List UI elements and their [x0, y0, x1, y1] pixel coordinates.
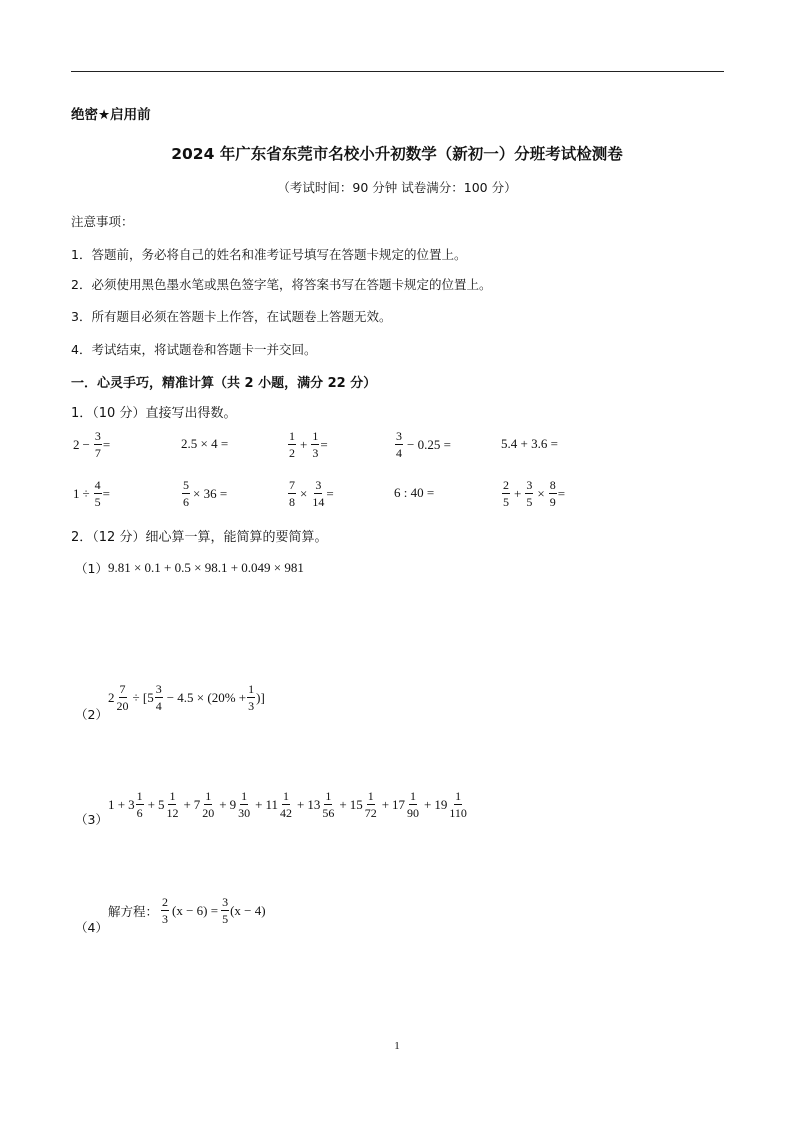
fraction [94, 430, 102, 459]
whole-number: 9 [229, 796, 237, 812]
numerator: 1 [410, 789, 417, 803]
expression-rest: − 0.25 = [407, 436, 451, 452]
numerator: 3 [222, 895, 229, 909]
denominator: 3 [248, 699, 255, 713]
whole-number: 1 [73, 485, 80, 501]
numerator: 1 [367, 789, 374, 803]
denominator: 6 [183, 495, 189, 509]
fraction [549, 479, 557, 508]
denominator: 12 [166, 806, 179, 820]
q1-expr-7 [181, 479, 227, 508]
operator: + [514, 485, 522, 501]
q1-expr-9 [394, 485, 434, 501]
operator: − [82, 436, 90, 452]
expression-text: − 4.5 × (20% + [166, 689, 247, 705]
fraction [525, 479, 533, 508]
fraction [406, 790, 420, 819]
operator: × [537, 485, 545, 501]
fraction [321, 790, 335, 819]
whole-number: 15 [349, 796, 363, 812]
denominator: 2 [289, 446, 295, 460]
denominator: 42 [280, 806, 292, 820]
denominator: 20 [116, 699, 129, 713]
exam-subtitle: （考试时间：90 分钟 试卷满分：100 分） [277, 180, 517, 195]
numerator: 2 [503, 478, 509, 492]
q1-expr-10 [501, 479, 565, 508]
fraction [136, 790, 144, 819]
numerator: 2 [162, 895, 169, 909]
whole-number: 3 [128, 796, 135, 812]
q2-part-1 [75, 559, 304, 577]
equals: = [320, 436, 328, 452]
operator: + [255, 796, 263, 812]
fraction [448, 790, 468, 819]
fraction [279, 790, 293, 819]
fraction [116, 683, 130, 712]
operator: + [147, 796, 155, 812]
whole-number: 13 [307, 796, 321, 812]
numerator: 1 [136, 789, 143, 803]
numerator: 3 [396, 429, 402, 443]
numerator: 5 [183, 478, 189, 492]
operator: + [300, 436, 308, 452]
fraction [247, 683, 255, 712]
equals: = [102, 485, 110, 501]
expression-text: 2.5 × 4 = [181, 436, 229, 451]
operator: + [339, 796, 347, 812]
q1-expr-8 [287, 479, 334, 508]
numerator: 8 [549, 478, 556, 492]
denominator: 72 [364, 806, 377, 820]
whole-number: 2 [108, 689, 115, 705]
expression-text: ÷ [5 [132, 689, 154, 705]
numerator: 1 [241, 789, 248, 803]
fraction [182, 479, 190, 508]
denominator: 8 [289, 495, 295, 509]
fraction [221, 896, 229, 925]
fraction [288, 430, 296, 459]
q2-part-4-label: （4） [75, 920, 108, 935]
notes-heading: 注意事项： [71, 214, 134, 229]
denominator: 6 [136, 806, 143, 820]
note-item-2: 2．必须使用黑色墨水笔或黑色签字笔，将答案书写在答题卡规定的位置上。 [71, 277, 492, 292]
fraction [502, 479, 510, 508]
operator: + [297, 796, 305, 812]
numerator: 1 [248, 682, 255, 696]
operator: + [183, 796, 191, 812]
numerator: 7 [289, 478, 295, 492]
numerator: 1 [283, 789, 289, 803]
operator: ÷ [82, 485, 90, 501]
question-1-stem: 1．（10 分）直接写出得数。 [71, 406, 237, 421]
denominator: 20 [202, 806, 215, 820]
expression-text: 9.81 × 0.1 + 0.5 × 98.1 + 0.049 × 981 [107, 560, 304, 575]
numerator: 3 [315, 478, 322, 492]
q1-expr-3 [287, 430, 328, 459]
denominator: 5 [503, 495, 509, 509]
expression-rest: × 36 = [193, 485, 228, 501]
q2-part-2-label: （2） [75, 707, 108, 722]
operator: + [219, 796, 227, 812]
denominator: 110 [449, 806, 467, 820]
fraction [237, 790, 251, 819]
note-item-4: 4．考试结束，将试题卷和答题卡一并交回。 [71, 342, 317, 357]
page-number: 1 [394, 1040, 400, 1052]
equals: = [326, 485, 334, 501]
expression-text: (x − 6) = [172, 902, 219, 918]
note-item-3: 3．所有题目必须在答题卡上作答，在试题卷上答题无效。 [71, 309, 392, 324]
part-label: （1） [75, 561, 108, 576]
denominator: 30 [238, 806, 251, 820]
page-title: 2024 年广东省东莞市名校小升初数学（新初一）分班考试检测卷 [171, 145, 623, 163]
denominator: 3 [162, 912, 169, 926]
section-heading: 一．心灵手巧，精准计算（共 2 小题，满分 22 分） [71, 376, 377, 391]
expression-text: )] [256, 689, 265, 705]
whole-number: 2 [73, 436, 80, 452]
q1-expr-5 [501, 436, 558, 452]
equation-prefix: 解方程： [108, 903, 159, 919]
fraction [364, 790, 378, 819]
note-item-1: 1．答题前，务必将自己的姓名和准考证号填写在答题卡规定的位置上。 [71, 247, 467, 262]
denominator: 7 [94, 446, 101, 460]
numerator: 1 [205, 789, 212, 803]
secret-label: 绝密★启用前 [71, 107, 151, 123]
denominator: 14 [312, 495, 325, 509]
whole-number: 11 [265, 796, 278, 812]
denominator: 5 [222, 912, 229, 926]
fraction [155, 683, 163, 712]
expression-text: 5.4 + 3.6 = [501, 436, 558, 451]
numerator: 1 [169, 789, 176, 803]
fraction [311, 479, 325, 508]
whole-number: 19 [434, 796, 448, 812]
fraction [94, 479, 102, 508]
expression-text: 6 : 40 = [394, 485, 435, 500]
fraction [395, 430, 403, 459]
equals: = [557, 485, 566, 501]
whole-number: 7 [193, 796, 201, 812]
denominator: 3 [312, 446, 319, 460]
denominator: 90 [407, 806, 420, 820]
numerator: 1 [312, 429, 319, 443]
denominator: 56 [322, 806, 335, 820]
operator: × [300, 485, 308, 501]
numerator: 7 [119, 682, 126, 696]
q2-part-3-expr [108, 790, 469, 819]
top-rule [71, 71, 724, 72]
whole-number: 17 [392, 796, 406, 812]
fraction [201, 790, 215, 819]
denominator: 5 [526, 495, 533, 509]
q1-expr-4 [394, 430, 451, 459]
expression-text: 1 + [108, 796, 126, 812]
numerator: 3 [526, 478, 533, 492]
numerator: 4 [94, 478, 101, 492]
q2-part-2-expr [108, 683, 265, 712]
denominator: 9 [549, 495, 556, 509]
denominator: 4 [155, 699, 162, 713]
question-2-stem: 2．（12 分）细心算一算，能简算的要简算。 [71, 530, 328, 545]
fraction [161, 896, 169, 925]
numerator: 3 [155, 682, 162, 696]
whole-number: 5 [157, 796, 165, 812]
numerator: 1 [455, 789, 462, 803]
q2-part-3-label: （3） [75, 812, 108, 827]
fraction [165, 790, 179, 819]
q1-expr-2 [181, 436, 228, 452]
numerator: 3 [94, 429, 101, 443]
denominator: 4 [396, 446, 402, 460]
q2-part-4-expr [108, 896, 266, 925]
numerator: 1 [289, 429, 295, 443]
expression-text: (x − 4) [230, 902, 266, 918]
equals: = [102, 436, 111, 452]
operator: + [381, 796, 390, 812]
q1-expr-6 [73, 479, 110, 508]
operator: + [424, 796, 432, 812]
q1-expr-1 [73, 430, 110, 459]
numerator: 1 [325, 789, 332, 803]
fraction [288, 479, 296, 508]
denominator: 5 [94, 495, 101, 509]
fraction [311, 430, 319, 459]
